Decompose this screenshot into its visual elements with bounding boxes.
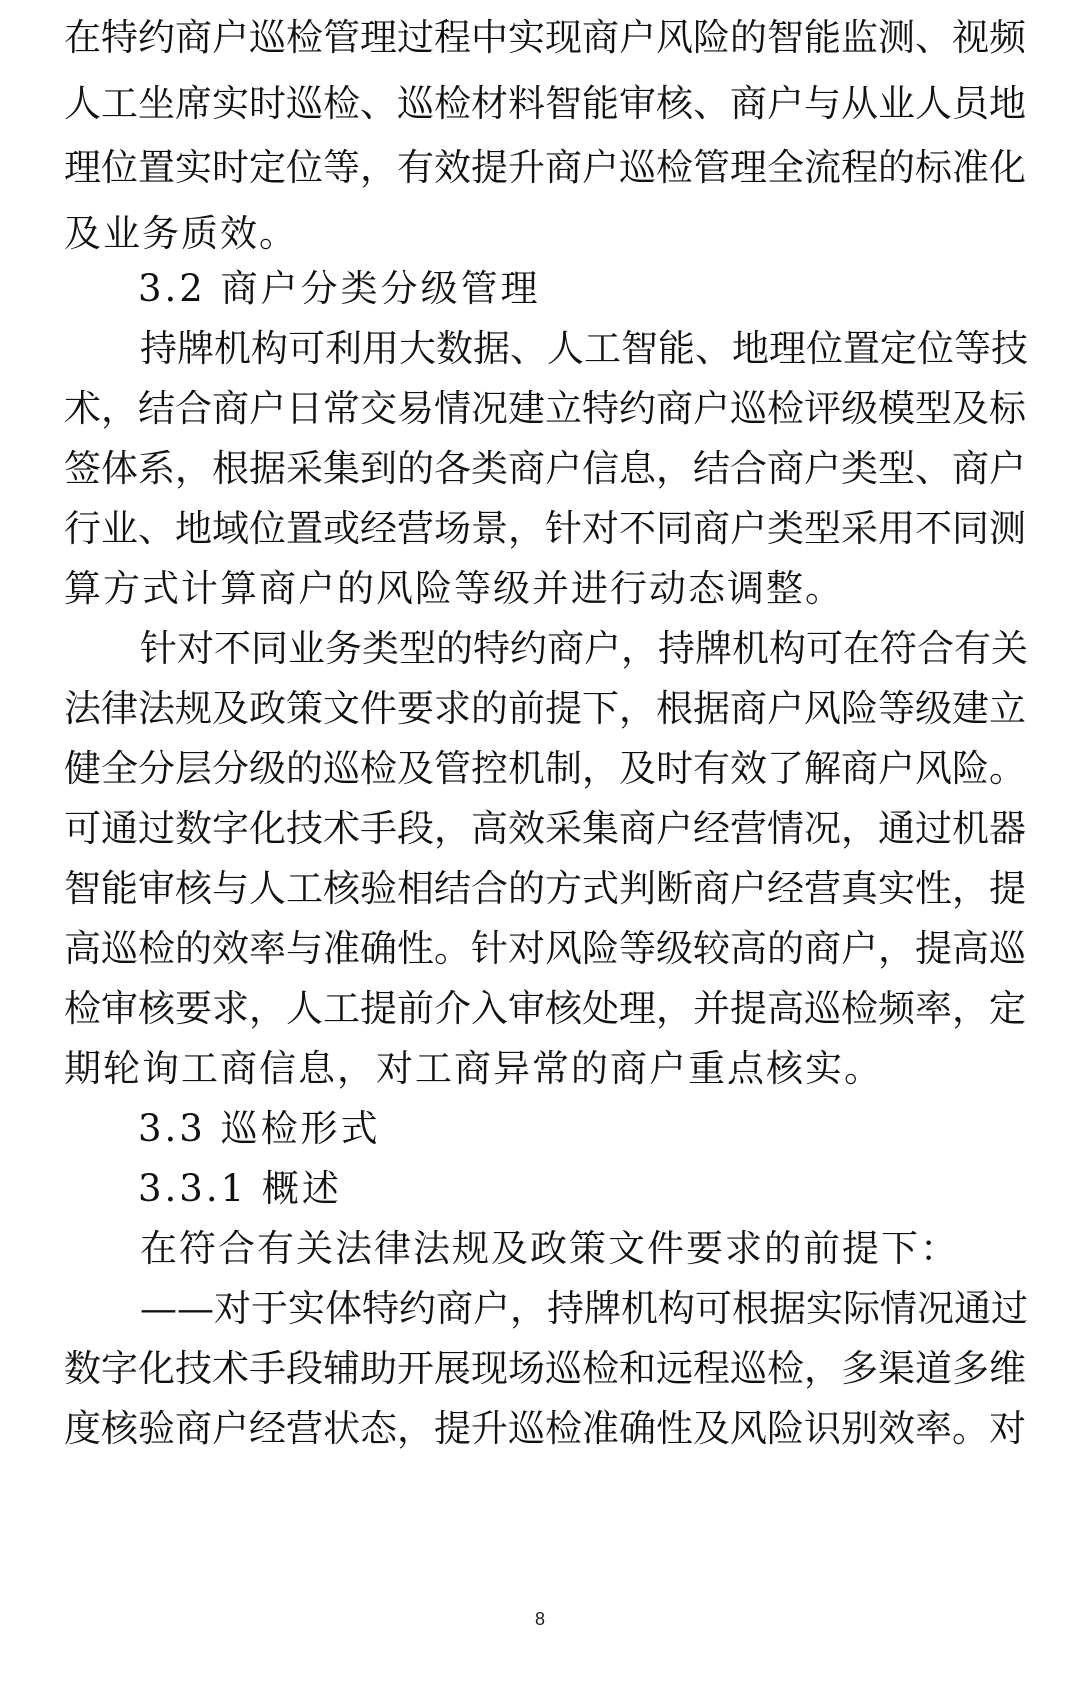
text-line: 算方式计算商户的风险等级并进行动态调整。	[64, 567, 844, 610]
text-line: 持牌机构可利用大数据、人工智能、地理位置定位等技	[140, 327, 1028, 370]
text-line: 术，结合商户日常交易情况建立特约商户巡检评级模型及标	[64, 387, 1026, 430]
section-heading: 3.2 商户分类分级管理	[138, 267, 541, 310]
text-line: 在符合有关法律法规及政策文件要求的前提下：	[140, 1227, 959, 1270]
text-line: 期轮询工商信息，对工商异常的商户重点核实。	[64, 1047, 883, 1090]
text-line: 针对不同业务类型的特约商户，持牌机构可在符合有关	[140, 627, 1028, 670]
text-line: 智能审核与人工核验相结合的方式判断商户经营真实性，提	[64, 867, 1026, 910]
subsection-heading: 3.3.1 概述	[138, 1167, 342, 1210]
text-line: ——对于实体特约商户，持牌机构可根据实际情况通过	[140, 1287, 1028, 1330]
text-line: 可通过数字化技术手段，高效采集商户经营情况，通过机器	[64, 807, 1026, 850]
text-line: 签体系，根据采集到的各类商户信息，结合商户类型、商户	[64, 447, 1026, 490]
text-line: 法律法规及政策文件要求的前提下，根据商户风险等级建立	[64, 687, 1026, 730]
text-line: 检审核要求，人工提前介入审核处理，并提高巡检频率，定	[64, 987, 1026, 1030]
text-line: 及业务质效。	[64, 212, 298, 255]
section-heading: 3.3 巡检形式	[138, 1107, 381, 1150]
text-line: 人工坐席实时巡检、巡检材料智能审核、商户与从业人员地	[64, 82, 1026, 125]
text-line: 度核验商户经营状态，提升巡检准确性及风险识别效率。对	[64, 1407, 1026, 1450]
text-line: 数字化技术手段辅助开展现场巡检和远程巡检，多渠道多维	[64, 1347, 1026, 1390]
text-line: 行业、地域位置或经营场景，针对不同商户类型采用不同测	[64, 507, 1026, 550]
text-line: 在特约商户巡检管理过程中实现商户风险的智能监测、视频	[64, 16, 1026, 59]
text-line: 理位置实时定位等，有效提升商户巡检管理全流程的标准化	[64, 146, 1026, 189]
text-line: 健全分层分级的巡检及管控机制，及时有效了解商户风险。	[64, 747, 1026, 790]
page-number: 8	[534, 1609, 545, 1629]
text-line: 高巡检的效率与准确性。针对风险等级较高的商户，提高巡	[64, 927, 1026, 970]
